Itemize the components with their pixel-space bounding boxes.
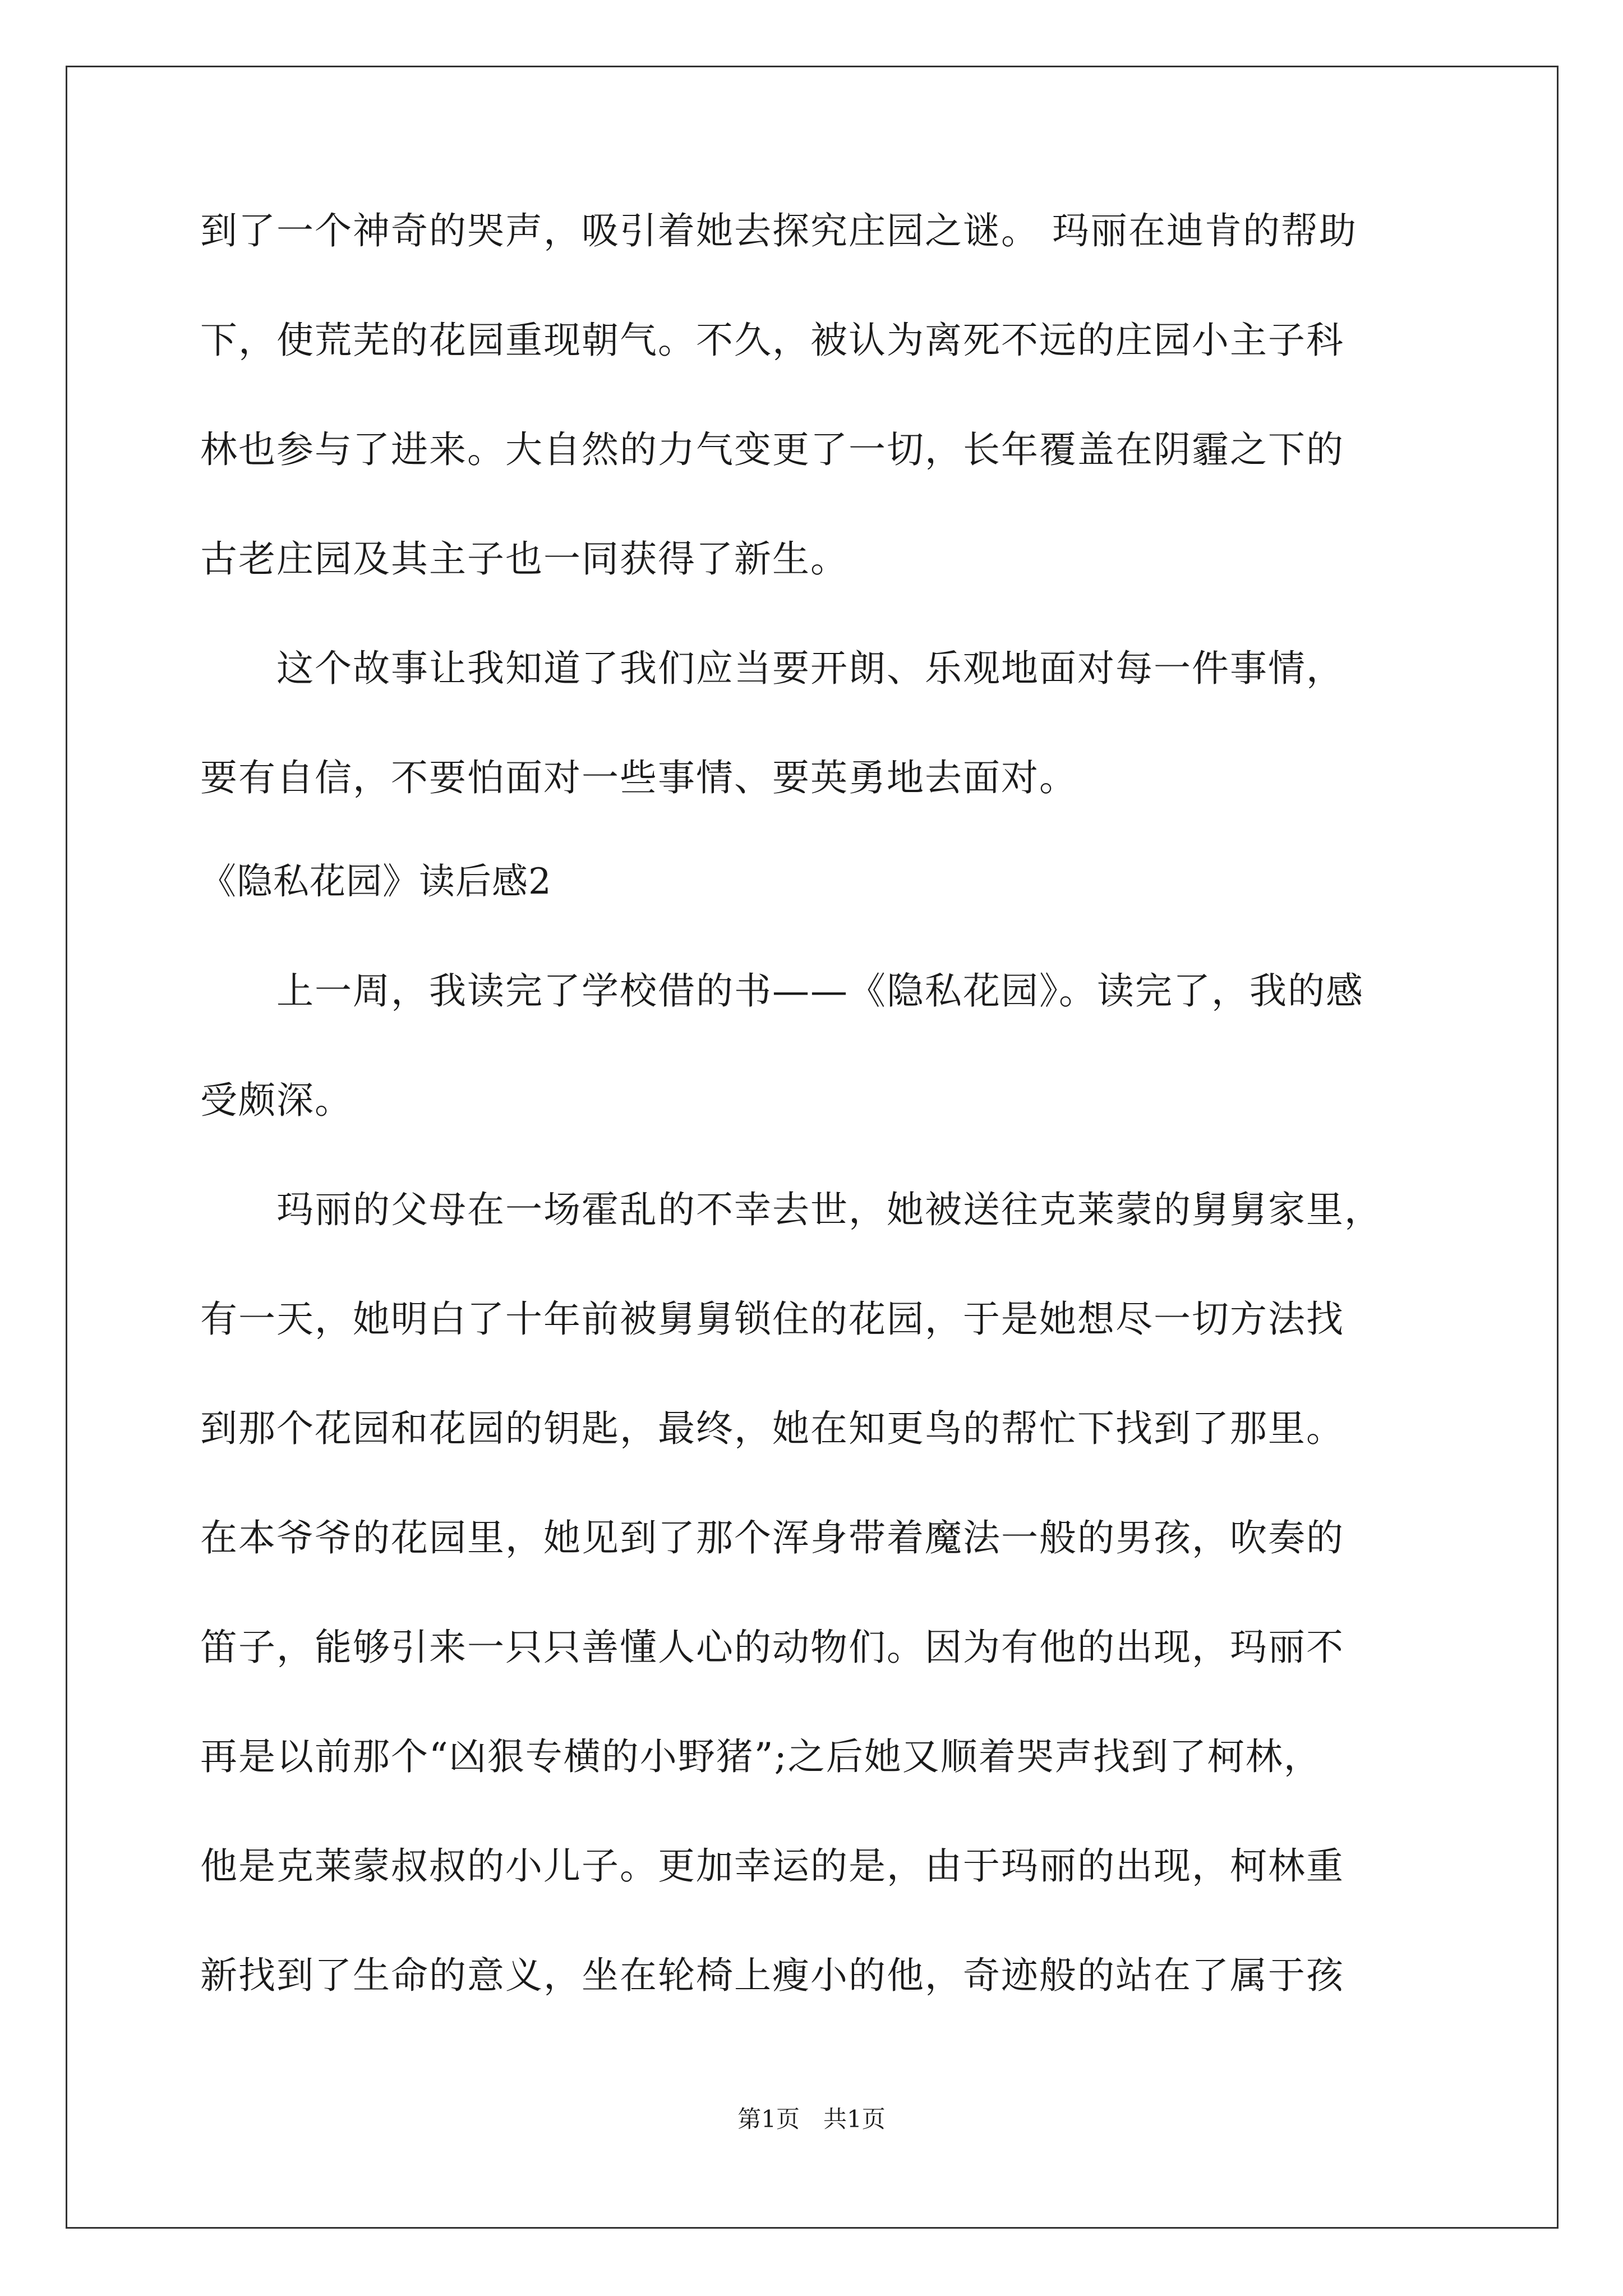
text-line: 在本爷爷的花园里，她见到了那个浑身带着魔法一般的男孩，吹奏的	[200, 1516, 1344, 1559]
text-line: 这个故事让我知道了我们应当要开朗、乐观地面对每一件事情，	[200, 647, 1344, 690]
text-line: 林也参与了进来。大自然的力气变更了一切，长年覆盖在阴霾之下的	[200, 428, 1344, 471]
text-line: 下，使荒芜的花园重现朝气。不久，被认为离死不远的庄园小主子科	[200, 319, 1344, 362]
text-line: 上一周，我读完了学校借的书——《隐私花园》。读完了，我的感	[200, 969, 1364, 1013]
text-line: 有一天，她明白了十年前被舅舅锁住的花园，于是她想尽一切方法找	[200, 1297, 1344, 1341]
text-line: 到那个花园和花园的钥匙，最终，她在知更鸟的帮忙下找到了那里。	[200, 1407, 1344, 1450]
text-line: 古老庄园及其主子也一同获得了新生。	[200, 537, 849, 581]
section-heading: 《隐私花园》读后感2	[200, 861, 552, 903]
text-line: 到了一个神奇的哭声，吸引着她去探究庄园之谜。 玛丽在迪肯的帮助	[200, 209, 1357, 252]
text-line: 要有自信，不要怕面对一些事情、要英勇地去面对。	[200, 756, 1077, 799]
page-border	[66, 66, 1559, 2229]
text-line: 受颇深。	[200, 1079, 353, 1122]
text-line: 新找到了生命的意义，坐在轮椅上瘦小的他，奇迹般的站在了属于孩	[200, 1954, 1344, 1997]
text-line: 他是克莱蒙叔叔的小儿子。更加幸运的是，由于玛丽的出现，柯林重	[200, 1844, 1344, 1888]
text-line: 玛丽的父母在一场霍乱的不幸去世，她被送往克莱蒙的舅舅家里，	[200, 1188, 1382, 1231]
page-number-footer: 第1页 共1页	[737, 2105, 886, 2133]
text-line: 再是以前那个“凶狠专横的小野猪”;之后她又顺着哭声找到了柯林，	[200, 1735, 1322, 1778]
text-line: 笛子，能够引来一只只善懂人心的动物们。因为有他的出现，玛丽不	[200, 1626, 1344, 1669]
